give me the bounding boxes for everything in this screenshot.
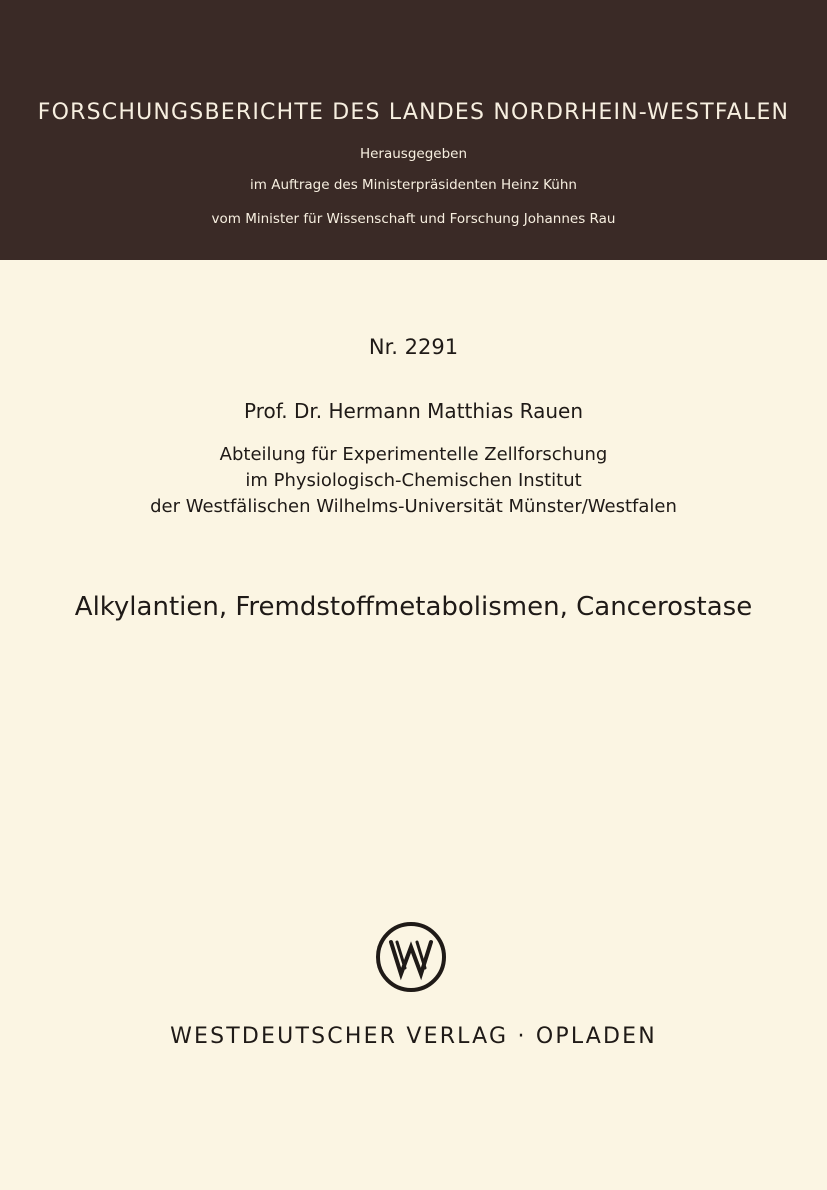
header-band xyxy=(0,0,827,260)
affiliation-line: der Westfälischen Wilhelms-Universität Münster/Westfalen xyxy=(150,496,677,517)
book-title: Alkylantien, Fremdstoffmetabolismen, Cancerostase xyxy=(74,592,753,622)
series-title: FORSCHUNGSBERICHTE DES LANDES NORDRHEIN-WESTFALEN xyxy=(37,100,790,125)
editor-line: Herausgegeben xyxy=(359,146,468,162)
report-number: Nr. 2291 xyxy=(368,335,459,359)
affiliation-line: Abteilung für Experimentelle Zellforschung xyxy=(219,444,608,465)
publisher-logo-icon xyxy=(373,919,449,995)
publisher-line: WESTDEUTSCHER VERLAG · OPLADEN xyxy=(170,1024,657,1049)
affiliation-line: im Physiologisch-Chemischen Institut xyxy=(245,470,582,491)
author-name: Prof. Dr. Hermann Matthias Rauen xyxy=(243,399,584,423)
editor-line: im Auftrage des Ministerpräsidenten Heinz Kühn xyxy=(250,177,577,193)
editor-line: vom Minister für Wissenschaft und Forschung Johannes Rau xyxy=(211,211,616,227)
